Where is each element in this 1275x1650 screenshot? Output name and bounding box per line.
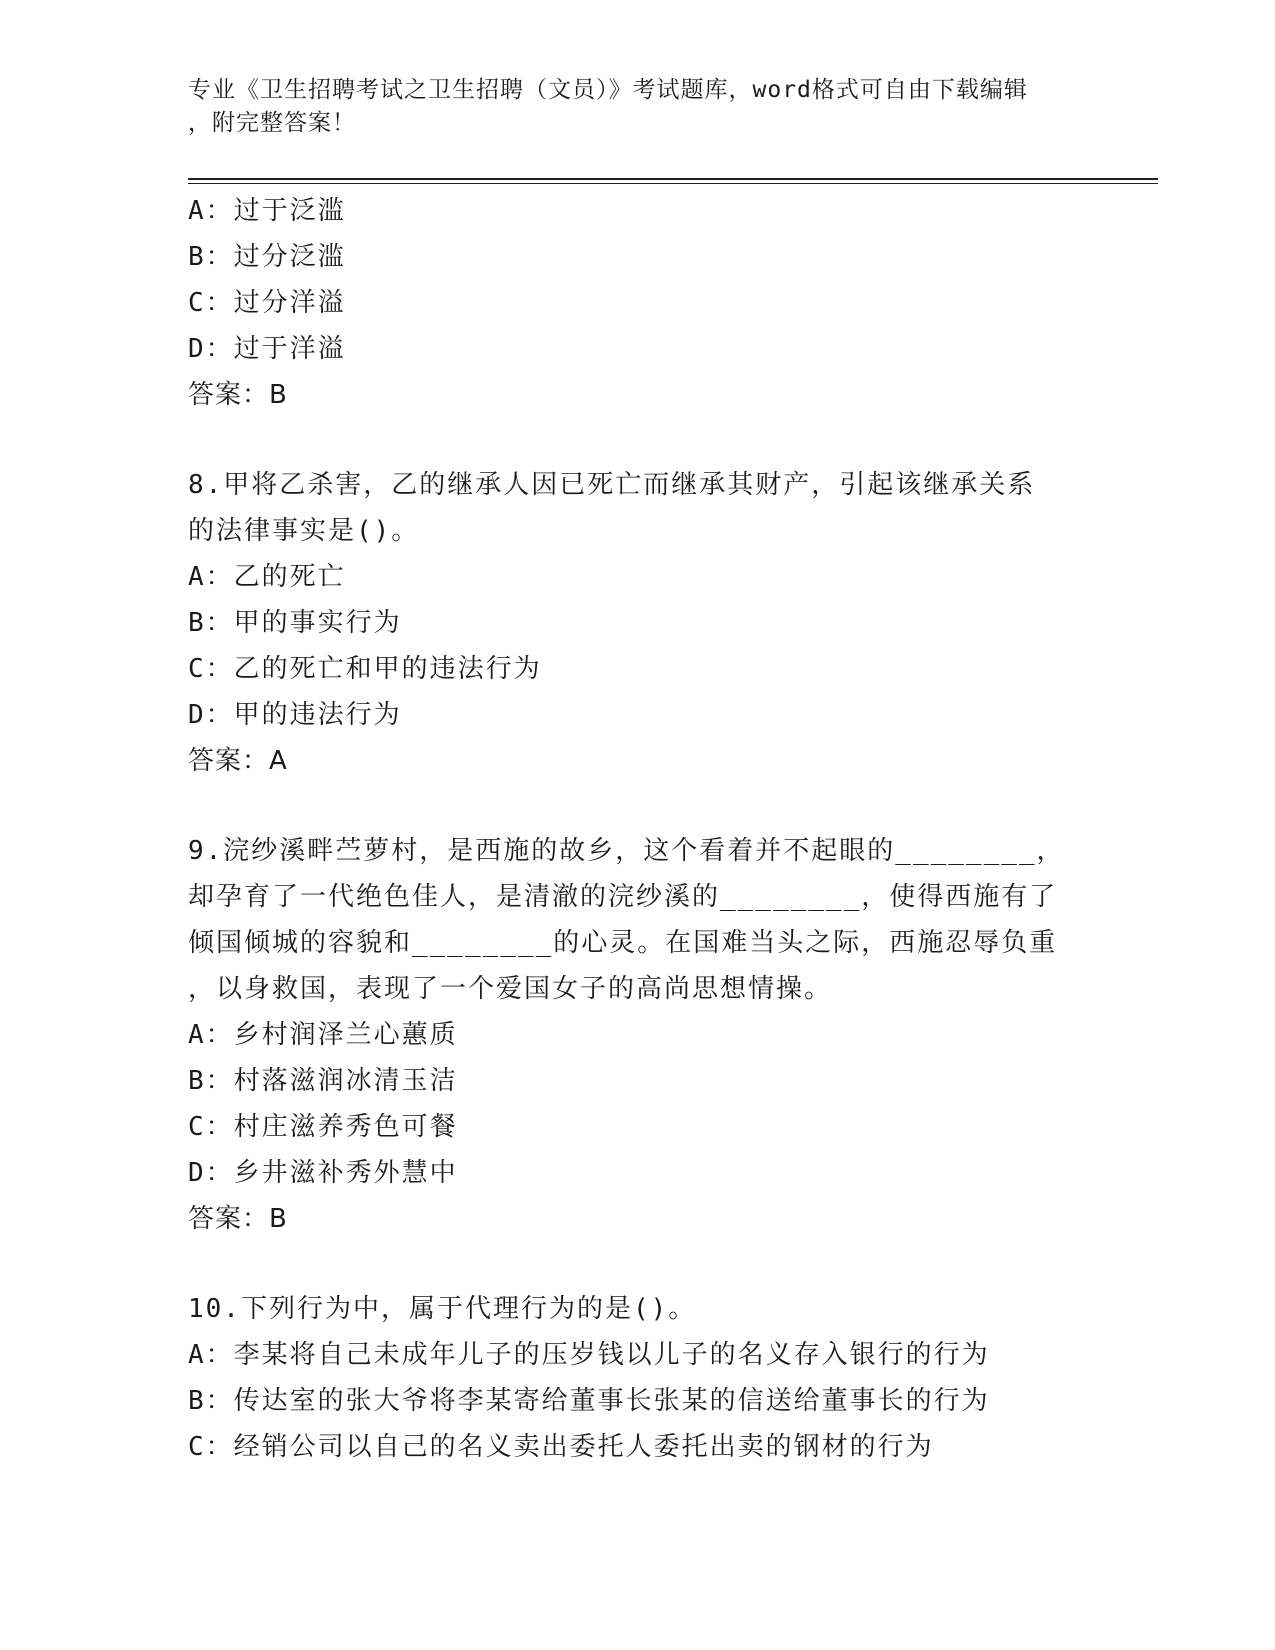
option-b: B：过分泛滥 [188, 242, 346, 272]
question-9 [188, 828, 1158, 1242]
question-list [188, 188, 1158, 1470]
question-10 [188, 1286, 1158, 1470]
option-a: A：李某将自己未成年儿子的压岁钱以儿子的名义存入银行的行为 [188, 1340, 990, 1370]
option-a: A：乡村润泽兰心蕙质 [188, 1020, 458, 1050]
option-b: B：村落滋润冰清玉洁 [188, 1066, 458, 1096]
question-7 [188, 188, 1158, 418]
question-stem-line: 10.下列行为中，属于代理行为的是()。 [188, 1294, 697, 1324]
header-line-1: 专业《卫生招聘考试之卫生招聘（文员）》考试题库，word格式可自由下载编辑 [188, 77, 1028, 103]
option-b: B：传达室的张大爷将李某寄给董事长张某的信送给董事长的行为 [188, 1386, 990, 1416]
question-stem-line: 8.甲将乙杀害，乙的继承人因已死亡而继承其财产，引起该继承关系 [188, 470, 1036, 500]
option-d: D：乡井滋补秀外慧中 [188, 1158, 458, 1188]
option-c: C：乙的死亡和甲的违法行为 [188, 654, 542, 684]
answer: 答案：B [188, 380, 288, 410]
answer: 答案：B [188, 1204, 288, 1234]
option-a: A：乙的死亡 [188, 562, 346, 592]
question-stem-line: 9.浣纱溪畔苎萝村，是西施的故乡，这个看着并不起眼的________， [188, 836, 1065, 866]
question-stem-line: 却孕育了一代绝色佳人，是清澈的浣纱溪的________，使得西施有了 [188, 882, 1058, 912]
option-b: B：甲的事实行为 [188, 608, 402, 638]
question-stem-line: 倾国倾城的容貌和________的心灵。在国难当头之际，西施忍辱负重 [188, 928, 1058, 958]
document-header [188, 74, 1088, 140]
option-c: C：过分洋溢 [188, 288, 346, 318]
question-stem-line: ，以身救国，表现了一个爱国女子的高尚思想情操。 [188, 974, 833, 1004]
option-a: A：过于泛滥 [188, 196, 346, 226]
header-rule [188, 178, 1158, 184]
option-c: C：村庄滋养秀色可餐 [188, 1112, 458, 1142]
spacer [188, 418, 1158, 462]
spacer [188, 1242, 1158, 1286]
header-line-2: ，附完整答案！ [188, 110, 356, 136]
option-d: D：甲的违法行为 [188, 700, 402, 730]
question-stem-line: 的法律事实是()。 [188, 516, 420, 546]
question-8 [188, 462, 1158, 784]
option-c: C：经销公司以自己的名义卖出委托人委托出卖的钢材的行为 [188, 1432, 934, 1462]
spacer [188, 784, 1158, 828]
document-page [188, 0, 1158, 1650]
answer: 答案：A [188, 746, 288, 776]
option-d: D：过于洋溢 [188, 334, 346, 364]
